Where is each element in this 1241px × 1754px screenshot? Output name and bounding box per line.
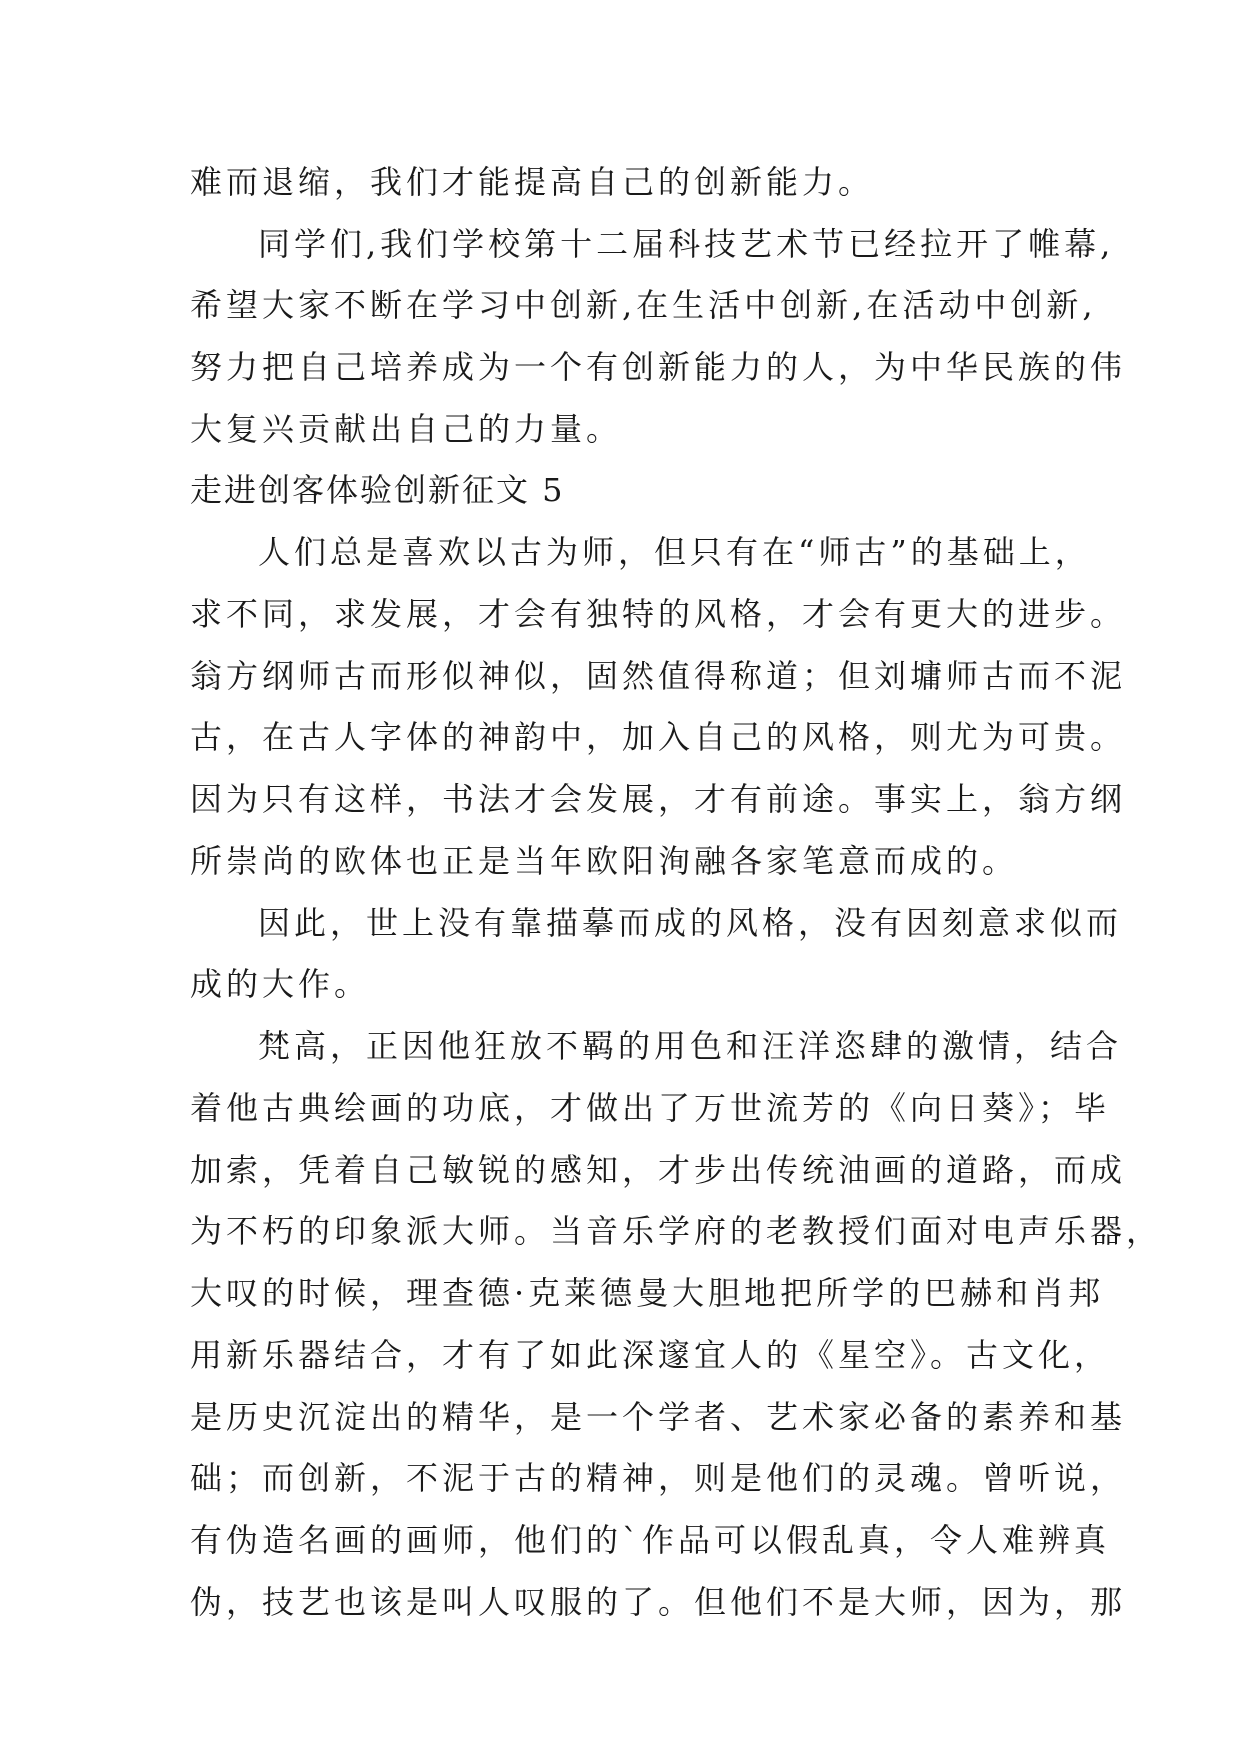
text-line: 因此，世上没有靠描摹而成的风格，没有因刻意求似而 — [258, 904, 1123, 942]
text-line: 翁方纲师古而形似神似，固然值得称道；但刘墉师古而不泥 — [190, 657, 1127, 695]
text-line: 着他古典绘画的功底，才做出了万世流芳的《向日葵》；毕 — [190, 1089, 1111, 1127]
text-line: 用新乐器结合，才有了如此深邃宜人的《星空》。古文化， — [190, 1336, 1111, 1374]
text-line: 大叹的时候，理查德·克莱德曼大胆地把所学的巴赫和肖邦 — [190, 1274, 1105, 1312]
text-line: 成的大作。 — [190, 965, 371, 1003]
text-line: 所崇尚的欧体也正是当年欧阳洵融各家笔意而成的。 — [190, 842, 1019, 880]
text-line: 梵高，正因他狂放不羁的用色和汪洋恣肆的激情，结合 — [258, 1027, 1123, 1065]
text-line: 有伪造名画的画师，他们的`作品可以假乱真，令人难辨真 — [190, 1521, 1111, 1559]
text-line: 为不朽的印象派大师。当音乐学府的老教授们面对电声乐器， — [190, 1212, 1163, 1250]
text-line: 难而退缩，我们才能提高自己的创新能力。 — [190, 163, 875, 201]
text-line: 希望大家不断在学习中创新,在生活中创新,在活动中创新, — [190, 286, 1097, 324]
text-line: 加索，凭着自己敏锐的感知，才步出传统油画的道路，而成 — [190, 1151, 1127, 1189]
text-line: 大复兴贡献出自己的力量。 — [190, 410, 623, 448]
text-line: 是历史沉淀出的精华，是一个学者、艺术家必备的素养和基 — [190, 1398, 1127, 1436]
section-heading: 走进创客体验创新征文 5 — [190, 471, 565, 509]
text-line: 人们总是喜欢以古为师，但只有在“师古”的基础上， — [258, 533, 1091, 571]
text-line: 同学们,我们学校第十二届科技艺术节已经拉开了帷幕, — [258, 225, 1115, 263]
text-line: 求不同，求发展，才会有独特的风格，才会有更大的进步。 — [190, 595, 1127, 633]
text-line: 伪，技艺也该是叫人叹服的了。但他们不是大师，因为，那 — [190, 1583, 1127, 1621]
text-line: 础；而创新，不泥于古的精神，则是他们的灵魂。曾听说， — [190, 1459, 1127, 1497]
text-line: 古，在古人字体的神韵中，加入自己的风格，则尤为可贵。 — [190, 718, 1127, 756]
text-line: 因为只有这样，书法才会发展，才有前途。事实上，翁方纲 — [190, 780, 1127, 818]
text-line: 努力把自己培养成为一个有创新能力的人，为中华民族的伟 — [190, 348, 1127, 386]
